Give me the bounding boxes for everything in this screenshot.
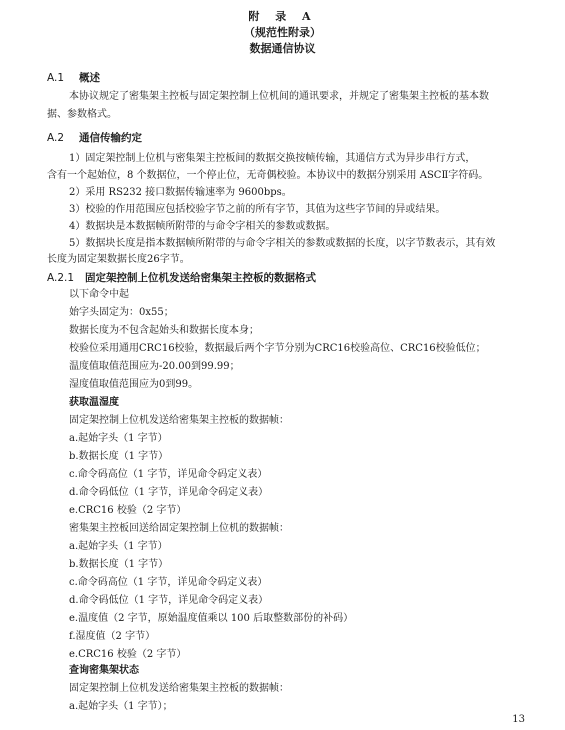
- a21-line: 温度值取值范围应为-20.00到99.99；: [69, 361, 240, 372]
- page-number: 13: [512, 714, 525, 725]
- get-reply-item: a.起始字头（1 字节）: [69, 541, 168, 552]
- appendix-title: 附 录 A: [248, 10, 317, 23]
- section-a1-title: 概述: [79, 72, 100, 84]
- query-status-title: 查询密集架状态: [69, 665, 139, 676]
- a2-item: 含有一个起始位，8 个数据位，一个停止位，无奇偶校验。本协议中的数据分别采用 ASCⅡ字符码。: [47, 170, 489, 181]
- appendix-type: （规范性附录）: [244, 26, 321, 39]
- get-send-intro: 固定架控制上位机发送给密集架主控板的数据帧：: [69, 415, 289, 426]
- appendix-subject: 数据通信协议: [249, 42, 316, 55]
- a2-item: 4）数据块是本数据帧所附带的与命令字相关的参数或数据。: [69, 221, 336, 232]
- a21-line: 校验位采用通用CRC16校验，数据最后两个字节分别为CRC16校验高位、CRC16校验低位；: [69, 343, 486, 354]
- get-send-item: e.CRC16 校验（2 字节）: [69, 505, 187, 516]
- a21-line: 以下命令中起: [69, 289, 129, 300]
- a2-item: 2）采用 RS232 接口数据传输速率为 9600bps。: [69, 187, 292, 198]
- section-a1-number: A.1: [47, 72, 65, 84]
- get-send-item: a.起始字头（1 字节）: [69, 433, 168, 444]
- get-reply-item: c.命令码高位（1 字节，详见命令码定义表）: [69, 577, 268, 588]
- get-send-item: b.数据长度（1 字节）: [69, 451, 169, 462]
- a2-item: 5）数据块长度是指本数据帧所附带的与命令字相关的参数或数据的长度，以字节数表示，其有效: [69, 238, 496, 249]
- query-send-item: a.起始字头（1 字节）；: [69, 701, 173, 712]
- get-reply-item: d.命令码低位（1 字节，详见命令码定义表）: [69, 595, 269, 606]
- a21-line: 数据长度为不包含起始头和数据长度本身；: [69, 325, 259, 336]
- get-send-item: c.命令码高位（1 字节，详见命令码定义表）: [69, 469, 268, 480]
- get-reply-item: f.湿度值（2 字节）: [69, 631, 156, 642]
- get-reply-item: b.数据长度（1 字节）: [69, 559, 169, 570]
- section-a21-heading: [47, 270, 316, 285]
- section-a1-paragraph-line1: 本协议规定了密集架主控板与固定架控制上位机间的通讯要求，并规定了密集架主控板的基本数: [69, 91, 489, 102]
- section-a21-number: A.2.1: [47, 272, 75, 284]
- get-reply-item: e.温度值（2 字节，原始温度值乘以 100 后取整数部份的补码）: [69, 613, 354, 624]
- a2-item: 3）校验的作用范围应包括校验字节之前的所有字节，其值为这些字节间的异或结果。: [69, 204, 446, 215]
- a2-item: 长度为固定架数据长度26字节。: [47, 254, 190, 265]
- a2-item: 1）固定架控制上位机与密集架主控板间的数据交换按帧传输，其通信方式为异步串行方式，: [69, 153, 476, 164]
- section-a1-heading: [47, 70, 100, 85]
- section-a2-title: 通信传输约定: [79, 132, 142, 144]
- a21-line: 湿度值取值范围应为0到99。: [69, 379, 199, 390]
- get-send-item: d.命令码低位（1 字节，详见命令码定义表）: [69, 487, 269, 498]
- section-a21-title: 固定架控制上位机发送给密集架主控板的数据格式: [85, 272, 316, 284]
- section-a1-paragraph-line2: 据、参数格式。: [47, 109, 117, 120]
- query-send-intro: 固定架控制上位机发送给密集架主控板的数据帧：: [69, 683, 289, 694]
- a21-line: 始字头固定为：0x55；: [69, 307, 174, 318]
- get-temp-humidity-title: 获取温湿度: [69, 397, 119, 408]
- get-reply-intro: 密集架主控板回送给固定架控制上位机的数据帧：: [69, 523, 289, 534]
- section-a2-heading: [47, 130, 142, 145]
- get-reply-item: e.CRC16 校验（2 字节）: [69, 649, 187, 660]
- section-a2-number: A.2: [47, 132, 65, 144]
